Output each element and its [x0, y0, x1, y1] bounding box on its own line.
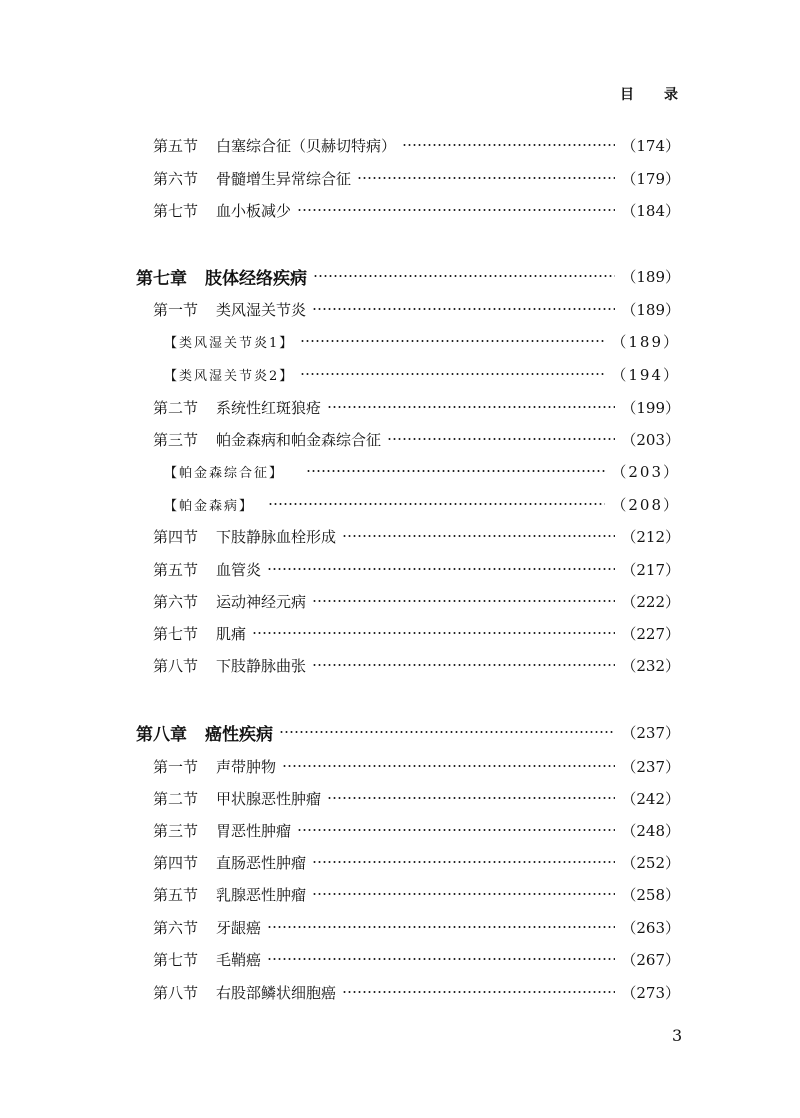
- leader-dots: [279, 731, 615, 733]
- entry-title: 毛鞘癌: [216, 950, 262, 969]
- toc-entry[interactable]: [153, 882, 680, 906]
- toc-entry[interactable]: [153, 589, 680, 613]
- entry-page: （203）: [621, 430, 680, 449]
- leader-dots: [267, 926, 615, 928]
- entry-page: （212）: [621, 527, 680, 546]
- entry-title: 下肢静脉血栓形成: [216, 527, 337, 546]
- toc-subentry[interactable]: [164, 362, 680, 386]
- entry-number: 第八节: [153, 656, 199, 675]
- entry-title: 胃恶性肿瘤: [216, 821, 292, 840]
- entry-page: （252）: [621, 853, 680, 872]
- toc-subentry[interactable]: [164, 329, 680, 353]
- leader-dots: [306, 470, 605, 472]
- subentry-title: 【类风湿关节炎2】: [164, 368, 295, 384]
- toc-entry[interactable]: [153, 818, 680, 842]
- entry-number: 第八节: [153, 983, 199, 1002]
- toc-chapter-entry[interactable]: [136, 264, 680, 288]
- entry-number: 第三节: [153, 430, 199, 449]
- entry-title: 肌痛: [216, 624, 247, 643]
- entry-page: （237）: [621, 723, 680, 742]
- entry-title: 甲状腺恶性肿瘤: [216, 789, 322, 808]
- entry-title: 系统性红斑狼疮: [216, 398, 322, 417]
- toc-entry[interactable]: [153, 786, 680, 810]
- entry-number: 第一节: [153, 300, 199, 319]
- entry-number: 第二节: [153, 398, 199, 417]
- leader-dots: [267, 958, 615, 960]
- leader-dots: [267, 568, 615, 570]
- leader-dots: [282, 765, 615, 767]
- chapter-title: 癌性疾病: [205, 724, 273, 745]
- entry-number: 第六节: [153, 918, 199, 937]
- entry-title: 下肢静脉曲张: [216, 656, 307, 675]
- chapter-title: 肢体经络疾病: [205, 268, 307, 289]
- entry-page: （248）: [621, 821, 680, 840]
- leader-dots: [297, 209, 615, 211]
- toc-entry[interactable]: [153, 947, 680, 971]
- entry-title: 乳腺恶性肿瘤: [216, 885, 307, 904]
- toc-subentry[interactable]: [164, 492, 680, 516]
- toc-entry[interactable]: [153, 395, 680, 419]
- toc-chapter-entry[interactable]: [136, 720, 680, 744]
- leader-dots: [312, 600, 615, 602]
- entry-page: （208）: [611, 495, 680, 514]
- entry-page: （189）: [611, 332, 680, 351]
- leader-dots: [312, 861, 615, 863]
- entry-page: （222）: [621, 592, 680, 611]
- subentry-title: 【帕金森综合征】: [164, 465, 285, 481]
- entry-page: （263）: [621, 918, 680, 937]
- leader-dots: [342, 535, 615, 537]
- leader-dots: [357, 177, 615, 179]
- entry-page: （273）: [621, 983, 680, 1002]
- entry-number: 第二节: [153, 789, 199, 808]
- entry-page: （199）: [621, 398, 680, 417]
- entry-title: 帕金森病和帕金森综合征: [216, 430, 382, 449]
- entry-number: 第一节: [153, 757, 199, 776]
- entry-number: 第四节: [153, 853, 199, 872]
- entry-title: 血管炎: [216, 560, 262, 579]
- toc-entry[interactable]: [153, 166, 680, 190]
- leader-dots: [300, 373, 605, 375]
- entry-title: 右股部鳞状细胞癌: [216, 983, 337, 1002]
- entry-title: 类风湿关节炎: [216, 300, 307, 319]
- entry-page: （242）: [621, 789, 680, 808]
- toc-entry[interactable]: [153, 754, 680, 778]
- entry-title: 白塞综合征（贝赫切特病）: [216, 136, 397, 155]
- entry-page: （237）: [621, 757, 680, 776]
- entry-number: 第六节: [153, 592, 199, 611]
- entry-page: （189）: [621, 300, 680, 319]
- entry-number: 第五节: [153, 136, 199, 155]
- leader-dots: [268, 503, 605, 505]
- entry-number: 第七节: [153, 624, 199, 643]
- entry-page: （267）: [621, 950, 680, 969]
- entry-title: 牙龈癌: [216, 918, 262, 937]
- entry-page: （227）: [621, 624, 680, 643]
- chapter-number: 第八章: [136, 724, 187, 745]
- leader-dots: [312, 308, 615, 310]
- entry-number: 第三节: [153, 821, 199, 840]
- toc-entry[interactable]: [153, 980, 680, 1004]
- leader-dots: [252, 632, 615, 634]
- toc-entry[interactable]: [153, 653, 680, 677]
- entry-page: （203）: [611, 462, 680, 481]
- toc-entry[interactable]: [153, 297, 680, 321]
- leader-dots: [327, 797, 615, 799]
- subentry-title: 【类风湿关节炎1】: [164, 335, 295, 351]
- leader-dots: [313, 275, 615, 277]
- toc-subentry[interactable]: [164, 459, 680, 483]
- entry-title: 血小板减少: [216, 201, 292, 220]
- entry-title: 直肠恶性肿瘤: [216, 853, 307, 872]
- toc-entry[interactable]: [153, 198, 680, 222]
- entry-page: （258）: [621, 885, 680, 904]
- entry-number: 第五节: [153, 560, 199, 579]
- toc-entry[interactable]: [153, 524, 680, 548]
- toc-entry[interactable]: [153, 621, 680, 645]
- entry-page: （194）: [611, 365, 680, 384]
- entry-page: （232）: [621, 656, 680, 675]
- entry-number: 第五节: [153, 885, 199, 904]
- page-number: 3: [672, 1026, 683, 1045]
- entry-title: 声带肿物: [216, 757, 277, 776]
- entry-number: 第四节: [153, 527, 199, 546]
- leader-dots: [312, 893, 615, 895]
- entry-number: 第七节: [153, 201, 199, 220]
- entry-page: （174）: [621, 136, 680, 155]
- toc-entry[interactable]: [153, 915, 680, 939]
- entry-page: （217）: [621, 560, 680, 579]
- toc-entry[interactable]: [153, 557, 680, 581]
- chapter-number: 第七章: [136, 268, 187, 289]
- toc-entry[interactable]: [153, 427, 680, 451]
- entry-title: 运动神经元病: [216, 592, 307, 611]
- entry-number: 第七节: [153, 950, 199, 969]
- leader-dots: [342, 991, 615, 993]
- leader-dots: [327, 406, 615, 408]
- entry-title: 骨髓增生异常综合征: [216, 169, 352, 188]
- leader-dots: [387, 438, 615, 440]
- leader-dots: [300, 340, 605, 342]
- entry-page: （184）: [621, 201, 680, 220]
- leader-dots: [402, 144, 615, 146]
- toc-entry[interactable]: [153, 850, 680, 874]
- subentry-title: 【帕金森病】: [164, 498, 255, 514]
- leader-dots: [297, 829, 615, 831]
- leader-dots: [312, 664, 615, 666]
- entry-page: （179）: [621, 169, 680, 188]
- entry-page: （189）: [621, 267, 680, 286]
- entry-number: 第六节: [153, 169, 199, 188]
- running-header: 目录: [620, 87, 708, 103]
- toc-entry[interactable]: [153, 133, 680, 157]
